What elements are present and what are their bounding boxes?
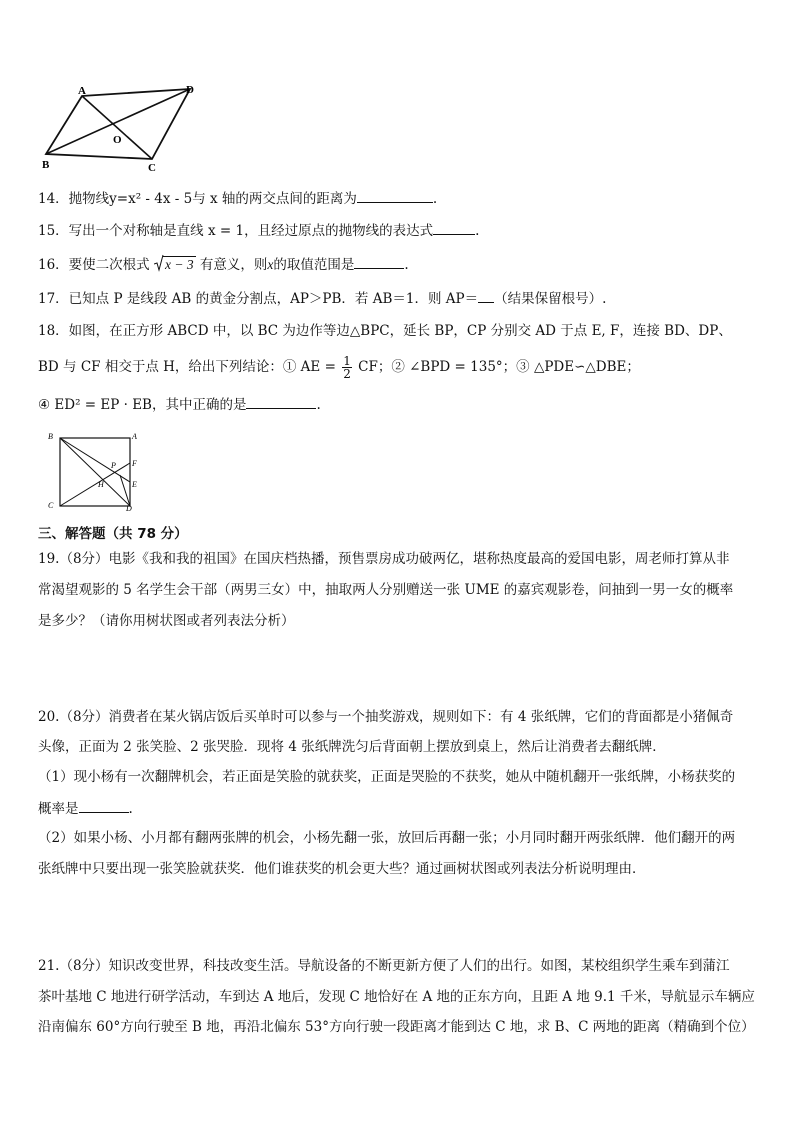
question-17-tail: （结果保留根号）. [494, 291, 607, 307]
sqrt-symbol-icon [154, 254, 164, 272]
fraction-one-half [342, 355, 352, 380]
question-20-tail: . [128, 801, 133, 817]
question-16-text-b: 有意义，则 [199, 257, 268, 273]
question-15 [38, 220, 479, 241]
label-d: D [126, 504, 132, 512]
sqrt-expression [154, 255, 196, 275]
line-be [60, 438, 130, 482]
label-a: A [78, 85, 86, 97]
label-h: H [98, 480, 104, 489]
question-16-text-a: 16．要使二次根式 [38, 257, 150, 273]
parallelogram-figure [40, 84, 220, 174]
answer-blank[interactable] [433, 220, 475, 235]
question-20-part-2-line-1: （2）如果小杨、小月都有翻两张牌的机会，小杨先翻一张，放回后再翻一张；小月同时翻开两张纸牌．他们翻开的两 [38, 830, 736, 846]
question-20-part-2-line-2: 张纸牌中只要出现一张笑脸就获奖．他们谁获奖的机会更大些？通过画树状图或列表法分析说明理由． [38, 861, 646, 877]
answer-blank[interactable] [246, 394, 316, 409]
question-20-part-1-text: 概率是 [38, 801, 79, 817]
question-15-tail: . [475, 223, 480, 239]
question-18-text-2a: BD 与 CF 相交于点 H，给出下列结论：① AE = [38, 359, 336, 375]
question-17 [38, 288, 606, 309]
question-20-part-1-line-2 [38, 798, 133, 819]
label-b: B [42, 159, 50, 171]
question-18-line-3 [38, 394, 321, 415]
label-o: O [113, 134, 122, 146]
question-20-line-2: 头像，正面为 2 张笑脸、2 张哭脸．现将 4 张纸牌洗匀后背面朝上摆放到桌上，然后让消费者去翻纸牌． [38, 739, 666, 755]
square-figure [44, 430, 144, 512]
label-p: P [111, 461, 116, 470]
question-14 [38, 188, 437, 209]
question-18-line-1 [38, 321, 732, 341]
answer-blank[interactable] [354, 254, 404, 269]
question-19-line-1: 19.（8分）电影《我和我的祖国》在国庆档热播，预售票房成功破两亿，堪称热度最高的爱国电影，周老师打算从非 [38, 551, 730, 567]
question-21-line-1: 21.（8分）知识改变世界，科技改变生活。导航设备的不断更新方便了人们的出行。如图，某校组织学生乘车到蒲江 [38, 958, 730, 974]
label-b: B [48, 432, 53, 441]
question-14-tail: . [432, 191, 438, 207]
label-e: E [132, 480, 137, 489]
question-16-var: x [267, 257, 274, 272]
label-d: D [186, 84, 194, 96]
label-c: C [148, 162, 156, 174]
question-18-line-2 [38, 355, 640, 380]
question-15-text: 15．写出一个对称轴是直线 x = 1，且经过原点的抛物线的表达式 [38, 223, 434, 239]
label-c: C [48, 501, 54, 510]
question-16 [38, 254, 409, 275]
answer-blank[interactable] [478, 288, 494, 303]
question-18-text-2b: CF；② ∠BPD = 135°；③ △PDE∽△DBE； [358, 359, 640, 375]
question-20-part-1-line-1: （1）现小杨有一次翻牌机会，若正面是笑脸的就获奖，正面是哭脸的不获奖，她从中随机翻开一张纸牌，小杨获奖的 [38, 769, 736, 785]
question-19-line-3: 是多少？（请你用树状图或者列表法分析） [38, 613, 295, 629]
answer-blank[interactable] [79, 798, 129, 813]
question-14-text: 14．抛物线y=x² - 4x - 5与 x 轴的两交点间的距离为 [38, 191, 357, 207]
fraction-numerator: 1 [343, 354, 351, 368]
section-3-heading: 三、解答题（共 78 分） [38, 526, 188, 542]
question-17-text: 17．已知点 P 是线段 AB 的黄金分割点，AP＞PB．若 AB＝1．则 AP＝ [38, 291, 479, 307]
question-21-line-3: 沿南偏东 60°方向行驶至 B 地，再沿北偏东 53°方向行驶一段距离才能到达 C 地，求 B、C 两地的距离（精确到个位） [38, 1019, 755, 1035]
question-16-tail: . [404, 257, 409, 273]
answer-blank[interactable] [357, 188, 433, 203]
line-cf [60, 463, 130, 506]
label-f: F [132, 459, 137, 468]
diagonal-ac [82, 96, 152, 159]
question-18-text-1: 18．如图，在正方形 ABCD 中，以 BC 为边作等边△BPC，延长 BP，CP 分别交 AD 于点 E, F，连接 BD、DP、 [38, 323, 732, 339]
fraction-denominator: 2 [343, 367, 351, 381]
question-18-tail: . [316, 397, 321, 413]
question-19-line-2: 常渴望观影的 5 名学生会干部（两男三女）中，抽取两人分别赠送一张 UME 的嘉宾观影卷，问抽到一男一女的概率 [38, 582, 734, 598]
diagonal-bd [60, 438, 130, 506]
question-16-text-c: 的取值范围是 [273, 257, 355, 273]
question-21-line-2: 茶叶基地 C 地进行研学活动，车到达 A 地后，发现 C 地恰好在 A 地的正东方向，且距 A 地 9.1 千米，导航显示车辆应 [38, 989, 755, 1005]
question-20-line-1: 20.（8分）消费者在某火锅店饭后买单时可以参与一个抽奖游戏，规则如下：有 4 张纸牌，它们的背面都是小猪佩奇 [38, 709, 734, 725]
sqrt-radicand: x − 3 [164, 257, 194, 272]
label-a: A [132, 432, 137, 441]
question-18-text-3: ④ ED² = EP · EB，其中正确的是 [38, 397, 247, 413]
